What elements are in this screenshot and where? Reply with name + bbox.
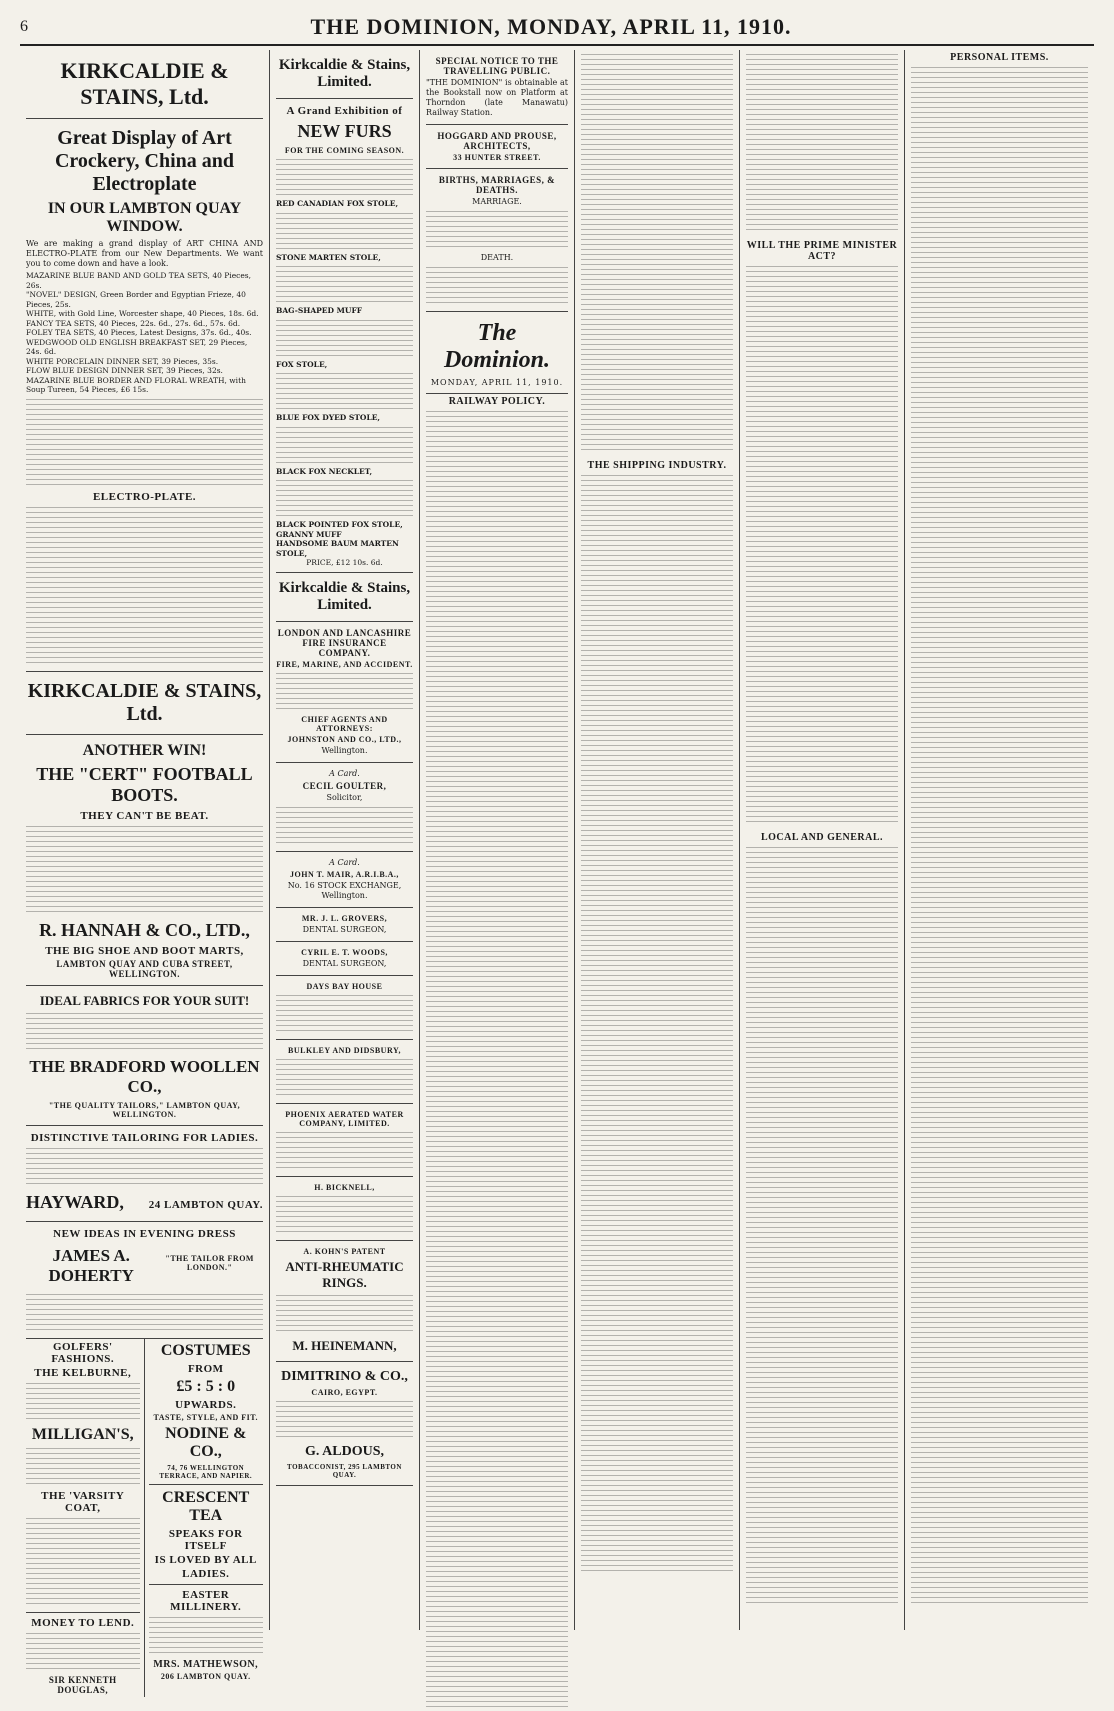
list-item: WHITE, with Gold Line, Worcester shape, 40 Pieces, 18s. 6d. — [26, 309, 259, 318]
kohn-title: ANTI-RHEUMATIC RINGS. — [285, 1258, 404, 1290]
column-2 — [270, 50, 420, 1630]
chief-agents: CHIEF AGENTS AND ATTORNEYS: — [301, 714, 388, 733]
prime-minister-heading: WILL THE PRIME MINISTER ACT? — [746, 240, 898, 262]
cert-tagline: THEY CAN'T BE BEAT. — [80, 809, 209, 822]
mathewson-address: 206 LAMBTON QUAY. — [160, 1671, 251, 1681]
column-3 — [420, 50, 575, 1630]
stock-exchange: No. 16 STOCK EXCHANGE, Wellington. — [287, 880, 402, 900]
special-notice-body: "THE DOMINION" is obtainable at the Bookstall now on Platform at Thorndon (late Manawatu) Railway Station. — [426, 78, 568, 117]
kirkcaldie-header-2: Kirkcaldie & Stains, Limited. — [278, 57, 411, 90]
cairo: CAIRO, EGYPT. — [311, 1387, 378, 1397]
another-win: ANOTHER WIN! — [82, 741, 207, 759]
bicknell: H. BICKNELL, — [314, 1182, 375, 1192]
list-item: BLUE FOX DYED STOLE, — [276, 413, 381, 422]
list-item: FOLEY TEA SETS, 40 Pieces, Latest Designs, 37s. 6d., 40s. — [26, 328, 252, 337]
grovers-role: DENTAL SURGEON, — [302, 924, 387, 934]
local-general-heading: LOCAL AND GENERAL. — [760, 832, 884, 843]
list-item: BAG-SHAPED MUFF — [276, 306, 363, 315]
list-item: BLACK FOX NECKLET, — [276, 466, 373, 476]
distinctive-tailoring: DISTINCTIVE TAILORING FOR LADIES. — [30, 1131, 259, 1144]
costumes-title: COSTUMES — [160, 1341, 251, 1359]
london-lancashire: LONDON AND LANCASHIRE FIRE INSURANCE COMPANY. — [277, 627, 412, 658]
agents-city: Wellington. — [321, 745, 368, 755]
art-crockery-subtitle: IN OUR LAMBTON QUAY WINDOW. — [47, 200, 242, 235]
page-title: THE DOMINION, MONDAY, APRIL 11, 1910. — [310, 14, 792, 39]
furs-season: FOR THE COMING SEASON. — [284, 146, 405, 155]
furs-intro: A Grand Exhibition of — [286, 105, 403, 117]
crescent-sub: SPEAKS FOR ITSELF — [168, 1527, 243, 1552]
column-6 — [905, 50, 1094, 1630]
doherty-name: JAMES A. DOHERTY — [48, 1245, 134, 1285]
hayward-name: HAYWARD, — [26, 1191, 124, 1212]
mathewson-name: MRS. MATHEWSON, — [153, 1658, 259, 1670]
grovers-name: MR. J. L. GROVERS, — [301, 913, 388, 923]
hannah-name: R. HANNAH & CO., LTD., — [39, 919, 250, 940]
goulter-role: Solicitor, — [326, 792, 363, 802]
kirkcaldie-header-3: Kirkcaldie & Stains, Limited. — [278, 579, 411, 613]
bradford-sub: "THE QUALITY TAILORS," LAMBTON QUAY, WELLINGTON. — [48, 1100, 241, 1119]
dimitrino: DIMITRINO & CO., — [281, 1368, 408, 1384]
crescent-sub3: LADIES. — [182, 1567, 230, 1580]
doherty-sub: "THE TAILOR FROM LONDON." — [165, 1253, 254, 1272]
shipping-industry: THE SHIPPING INDUSTRY. — [587, 460, 727, 471]
phoenix: PHOENIX AERATED WATER COMPANY, LIMITED. — [285, 1109, 404, 1128]
personal-items-heading: PERSONAL ITEMS. — [950, 52, 1049, 63]
hoggard-address: 33 HUNTER STREET. — [453, 153, 541, 162]
hannah-address: LAMBTON QUAY AND CUBA STREET, WELLINGTON. — [56, 958, 233, 979]
varsity-coat: THE 'VARSITY COAT, — [41, 1489, 125, 1514]
hayward-address: 24 LAMBTON QUAY. — [148, 1198, 263, 1211]
card-label-2: A Card. — [329, 857, 360, 867]
milligan: MILLIGAN'S, — [31, 1425, 134, 1443]
railway-policy: RAILWAY POLICY. — [448, 396, 546, 407]
costumes-price: £5 : 5 : 0 — [176, 1377, 236, 1395]
masthead — [20, 10, 1094, 46]
crescent-sub2: IS LOVED BY ALL — [154, 1553, 257, 1566]
kelburne: THE KELBURNE, — [34, 1366, 132, 1379]
marriage-heading: MARRIAGE. — [472, 197, 522, 206]
art-crockery-intro: We are making a grand display of ART CHINA AND ELECTRO-PLATE from our New Departments. We want you to come down and have a look. — [26, 239, 263, 268]
price: PRICE, £12 10s. 6d. — [306, 558, 383, 567]
page-number: 6 — [20, 18, 28, 35]
costumes-style: TASTE, STYLE, AND FIT. — [153, 1412, 258, 1422]
list-item: WEDGWOOD OLD ENGLISH BREAKFAST SET, 29 Pieces, 24s. 6d. — [26, 337, 248, 356]
special-notice: SPECIAL NOTICE TO THE TRAVELLING PUBLIC. — [435, 56, 559, 76]
money-to-lend: MONEY TO LEND. — [31, 1616, 135, 1629]
death-heading: DEATH. — [480, 253, 514, 262]
goulter-name: CECIL GOULTER, — [302, 780, 387, 791]
nodine-address: 74, 76 WELLINGTON TERRACE, AND NAPIER. — [159, 1463, 253, 1480]
list-item: MAZARINE BLUE BORDER AND FLORAL WREATH, with Soup Tureen, 54 Pieces, £6 15s. — [26, 375, 246, 394]
costumes-from: FROM — [187, 1362, 224, 1375]
list-item: "NOVEL" DESIGN, Green Border and Egyptian Frieze, 40 Pieces, 25s. — [26, 290, 246, 309]
list-item: HANDSOME BAUM MARTEN STOLE, — [276, 539, 399, 558]
list-item: WHITE PORCELAIN DINNER SET, 39 Pieces, 35s. — [26, 356, 219, 366]
crescent-tea: CRESCENT TEA — [162, 1488, 250, 1524]
bulkley: BULKLEY AND DIDSBURY, — [288, 1045, 401, 1055]
column-1 — [20, 50, 270, 1695]
art-crockery-title: Great Display of Art Crockery, China and Electroplate — [54, 127, 235, 195]
golfers-fashions: GOLFERS' FASHIONS. — [51, 1340, 115, 1365]
hannah-sub: THE BIG SHOE AND BOOT MARTS, — [45, 944, 244, 957]
ideal-fabrics: IDEAL FABRICS FOR YOUR SUIT! — [39, 992, 250, 1008]
heinemann: M. HEINEMANN, — [292, 1337, 397, 1353]
list-item: GRANNY MUFF — [276, 529, 342, 539]
kirkcaldie-footer: KIRKCALDIE & STAINS, Ltd. — [27, 679, 262, 725]
agents-name: JOHNSTON AND CO., LTD., — [287, 734, 402, 744]
dominion-date: MONDAY, APRIL 11, 1910. — [430, 378, 564, 387]
list-item: RED CANADIAN FOX STOLE, — [276, 199, 399, 208]
furs-title: NEW FURS — [297, 121, 392, 141]
list-item: FLOW BLUE DESIGN DINNER SET, 39 Pieces, 32s. — [26, 366, 223, 375]
fire-marine: FIRE, MARINE, AND ACCIDENT. — [276, 659, 413, 669]
bradford-name: THE BRADFORD WOOLLEN CO., — [29, 1056, 260, 1096]
douglas-name: SIR KENNETH DOUGLAS, — [48, 1674, 117, 1695]
nodine-name: NODINE & CO., — [165, 1424, 247, 1460]
aldous: G. ALDOUS, — [305, 1443, 384, 1459]
woods-role: DENTAL SURGEON, — [302, 958, 387, 968]
births-heading: BIRTHS, MARRIAGES, & DEATHS. — [438, 175, 556, 195]
card-label: A Card. — [329, 768, 360, 778]
list-item: STONE MARTEN STOLE, — [276, 252, 381, 262]
hoggard-prouse: HOGGARD AND PROUSE, ARCHITECTS, — [437, 131, 557, 151]
cert-boots-title: THE "CERT" FOOTBALL BOOTS. — [36, 763, 253, 805]
list-item: FANCY TEA SETS, 40 Pieces, 22s. 6d., 27s. 6d., 57s. 6d. — [26, 318, 241, 328]
days-bay: DAYS BAY HOUSE — [306, 981, 383, 991]
woods-name: CYRIL E. T. WOODS, — [301, 947, 388, 957]
electroplate-heading: ELECTRO-PLATE. — [92, 490, 197, 503]
dominion-masthead: The Dominion. — [443, 320, 551, 373]
kirkcaldie-header: KIRKCALDIE & STAINS, Ltd. — [60, 58, 229, 109]
costumes-upwards: UPWARDS. — [175, 1398, 237, 1411]
column-4 — [575, 50, 740, 1630]
kohn-patent: A. KOHN'S PATENT — [303, 1246, 386, 1256]
aldous-sub: TOBACCONIST, 295 LAMBTON QUAY. — [287, 1462, 402, 1479]
mair-name: JOHN T. MAIR, A.R.I.B.A., — [290, 869, 399, 879]
list-item: BLACK POINTED FOX STOLE, — [276, 520, 403, 529]
list-item: FOX STOLE, — [276, 359, 328, 369]
easter-millinery: EASTER MILLINERY. — [170, 1588, 242, 1613]
list-item: MAZARINE BLUE BAND AND GOLD TEA SETS, 40 Pieces, 26s. — [26, 271, 252, 290]
column-5 — [740, 50, 905, 1630]
evening-dress: NEW IDEAS IN EVENING DRESS — [53, 1227, 236, 1240]
